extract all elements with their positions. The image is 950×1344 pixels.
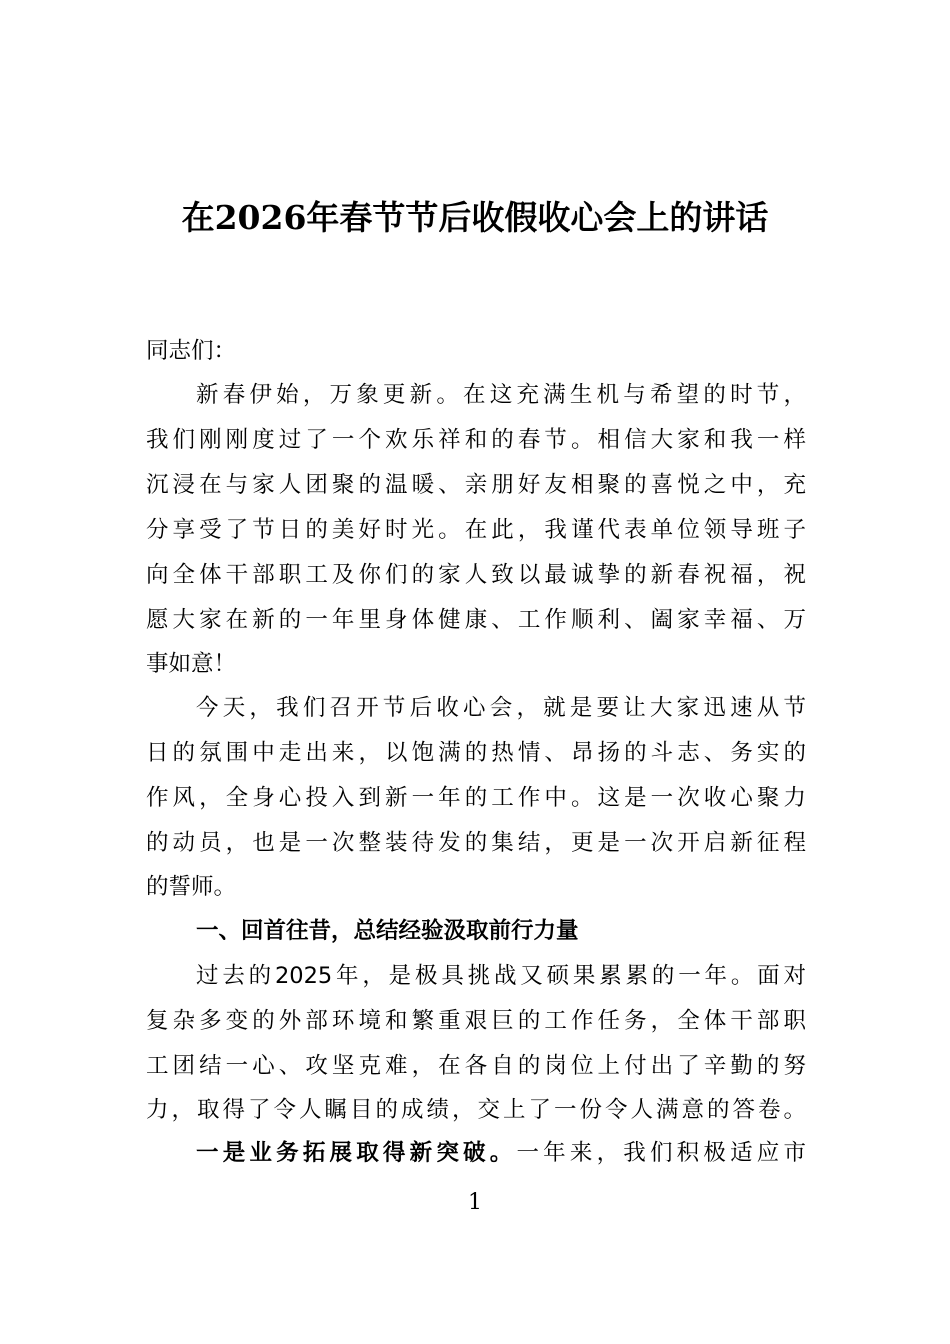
document-title: 在2026年春节节后收假收心会上的讲话 <box>181 198 769 237</box>
paragraph-line: 过去的2025年，是极具挑战又硕果累累的一年。面对 <box>196 963 806 989</box>
paragraph-line: 愿大家在新的一年里身体健康、工作顺利、阖家幸福、万 <box>146 607 806 633</box>
paragraph-line: 复杂多变的外部环境和繁重艰巨的工作任务，全体干部职 <box>146 1008 806 1034</box>
section-heading: 一、回首往昔，总结经验汲取前行力量 <box>196 918 579 944</box>
salutation: 同志们： <box>146 338 237 364</box>
paragraph-line: 向全体干部职工及你们的家人致以最诚挚的新春祝福，祝 <box>146 562 806 588</box>
paragraph-line: 工团结一心、攻坚克难，在各自的岗位上付出了辛勤的努 <box>146 1053 806 1079</box>
paragraph-line: 分享受了节日的美好时光。在此，我谨代表单位领导班子 <box>146 517 806 543</box>
paragraph-line: 的誓师。 <box>146 874 237 900</box>
paragraph-line: 事如意！ <box>146 651 237 677</box>
bold-lead-text: 一是业务拓展取得新突破。 <box>196 1140 517 1166</box>
paragraph-line <box>196 1137 806 1170</box>
paragraph-line: 今天，我们召开节后收心会，就是要让大家迅速从节 <box>196 695 806 721</box>
paragraph-line: 我们刚刚度过了一个欢乐祥和的春节。相信大家和我一样 <box>146 427 806 453</box>
paragraph-line: 新春伊始，万象更新。在这充满生机与希望的时节， <box>196 382 806 408</box>
page-number: 1 <box>468 1190 482 1215</box>
line-text: 一年来，我们积极适应市 <box>516 1140 806 1166</box>
paragraph-line: 日的氛围中走出来，以饱满的热情、昂扬的斗志、务实的 <box>146 740 806 766</box>
paragraph-line: 的动员，也是一次整装待发的集结，更是一次开启新征程 <box>146 830 806 856</box>
paragraph-line: 沉浸在与家人团聚的温暖、亲朋好友相聚的喜悦之中，充 <box>146 472 806 498</box>
paragraph-line: 力，取得了令人瞩目的成绩，交上了一份令人满意的答卷。 <box>146 1097 806 1123</box>
paragraph-line: 作风，全身心投入到新一年的工作中。这是一次收心聚力 <box>146 785 806 811</box>
